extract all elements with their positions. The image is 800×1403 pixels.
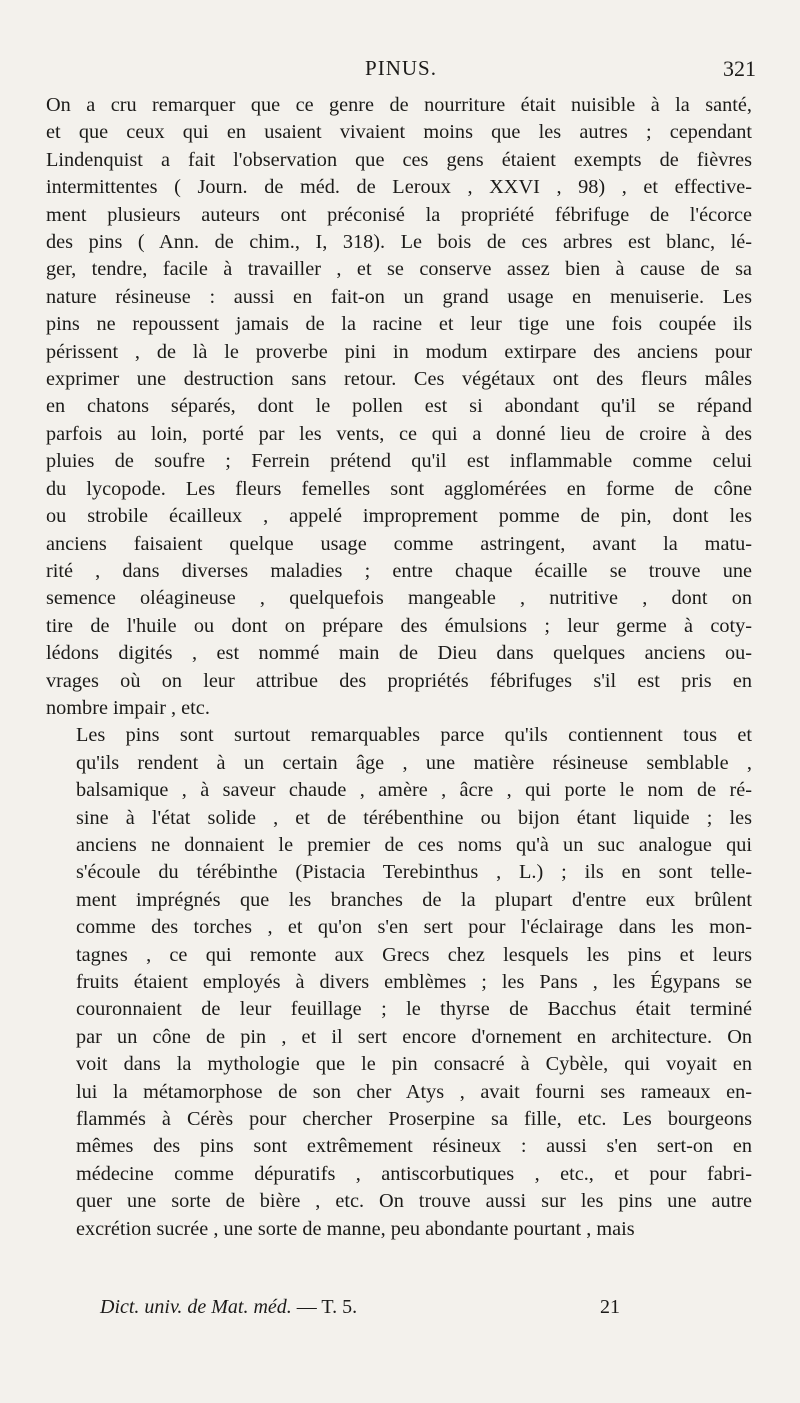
text-line: des pins ( Ann. de chim., I, 318). Le bois de ces arbres est blanc, lé- — [46, 231, 752, 254]
page-number: 321 — [723, 56, 756, 81]
text-line: du lycopode. Les fleurs femelles sont agglomérées en forme de cône — [46, 477, 752, 500]
text-line: qu'ils rendent à un certain âge , une matière résineuse semblable , — [76, 751, 752, 774]
body-text — [46, 92, 752, 1243]
signature-tome: — T. 5. — [291, 1296, 358, 1318]
text-line: comme des torches , et qu'on s'en sert pour l'éclairage dans les mon- — [76, 916, 752, 939]
paragraph — [46, 722, 752, 1243]
text-line: fruits étaient employés à divers emblèmes ; les Pans , les Égypans se — [76, 971, 752, 993]
text-line: pins ne repoussent jamais de la racine et leur tige une fois coupée ils — [46, 313, 752, 336]
text-line: par un cône de pin , et il sert encore d'ornement en architecture. On — [76, 1025, 752, 1048]
text-line: s'écoule du térébinthe (Pistacia Terebinthus , L.) ; ils en sont telle- — [76, 861, 752, 884]
text-line: et que ceux qui en usaient vivaient moins que les autres ; cependant — [46, 121, 752, 144]
text-line: rité , dans diverses maladies ; entre chaque écaille se trouve une — [46, 559, 752, 582]
text-line: excrétion sucrée , une sorte de manne, peu abondante pourtant , mais — [76, 1217, 635, 1240]
text-line: flammés à Cérès pour chercher Proserpine sa fille, etc. Les bourgeons — [76, 1108, 752, 1131]
text-line: nombre impair , etc. — [46, 696, 210, 719]
text-line: anciens ne donnaient le premier de ces noms qu'à un suc analogue qui — [76, 833, 752, 856]
text-line: médecine comme dépuratifs , antiscorbutiques , etc., et pour fabri- — [76, 1162, 752, 1185]
text-line: ment imprégnés que les branches de la plupart d'entre eux brûlent — [76, 888, 752, 911]
text-line: ger, tendre, facile à travailler , et se conserve assez bien à cause de sa — [46, 258, 752, 281]
page-footer — [100, 1296, 756, 1324]
text-line: couronnaient de leur feuillage ; le thyrse de Bacchus était terminé — [76, 998, 752, 1021]
page-header — [46, 56, 756, 86]
text-line: tire de l'huile ou dont on prépare des émulsions ; leur germe à coty- — [46, 614, 752, 637]
text-line: en chatons séparés, dont le pollen est si abondant qu'il se répand — [46, 395, 752, 418]
text-line: voit dans la mythologie que le pin consacré à Cybèle, qui voyait en — [76, 1053, 752, 1076]
text-line: parfois au loin, porté par les vents, ce qui a donné lieu de croire à des — [46, 422, 752, 445]
text-line: périssent , de là le proverbe pini in modum extirpare des anciens pour — [46, 340, 752, 363]
text-line: sine à l'état solide , et de térébenthine ou bijon étant liquide ; les — [76, 806, 752, 829]
text-line: intermittentes ( Journ. de méd. de Leroux , XXVI , 98) , et effective- — [46, 176, 752, 199]
text-line: Lindenquist a fait l'observation que ces gens étaient exempts de fièvres — [46, 148, 752, 171]
text-line: quer une sorte de bière , etc. On trouve aussi sur les pins une autre — [76, 1190, 752, 1213]
text-line: lui la métamorphose de son cher Atys , avait fourni ses rameaux en- — [76, 1080, 752, 1103]
text-line: pluies de soufre ; Ferrein prétend qu'il est inflammable comme celui — [46, 450, 752, 473]
text-line: exprimer une destruction sans retour. Ces végétaux ont des fleurs mâles — [46, 368, 752, 391]
text-line: anciens faisaient quelque usage comme astringent, avant la matu- — [46, 532, 752, 555]
printer-signature — [100, 1296, 357, 1319]
text-line: vrages où on leur attribue des propriétés fébrifuges s'il est pris en — [46, 669, 752, 692]
text-line: mêmes des pins sont extrêmement résineux : aussi s'en sert-on en — [76, 1135, 752, 1158]
text-line: ment plusieurs auteurs ont préconisé la propriété fébrifuge de l'écorce — [46, 203, 752, 226]
paragraph — [46, 92, 752, 722]
text-line: nature résineuse : aussi en fait-on un grand usage en menuiserie. Les — [46, 285, 752, 308]
signature-title: Dict. univ. de Mat. méd. — [100, 1296, 292, 1318]
text-line: lédons digités , est nommé main de Dieu dans quelques anciens ou- — [46, 642, 752, 665]
text-line: balsamique , à saveur chaude , amère , âcre , qui porte le nom de ré- — [76, 779, 752, 802]
signature-number: 21 — [600, 1296, 620, 1318]
text-line: Les pins sont surtout remarquables parce qu'ils contiennent tous et — [76, 724, 752, 747]
text-line: ou strobile écailleux , appelé improprement pomme de pin, dont les — [46, 505, 752, 528]
text-line: On a cru remarquer que ce genre de nourriture était nuisible à la santé, — [46, 94, 752, 116]
running-title: PINUS. — [365, 56, 437, 80]
text-line: tagnes , ce qui remonte aux Grecs chez lesquels les pins et leurs — [76, 943, 752, 966]
text-line: semence oléagineuse , quelquefois mangeable , nutritive , dont on — [46, 587, 752, 610]
